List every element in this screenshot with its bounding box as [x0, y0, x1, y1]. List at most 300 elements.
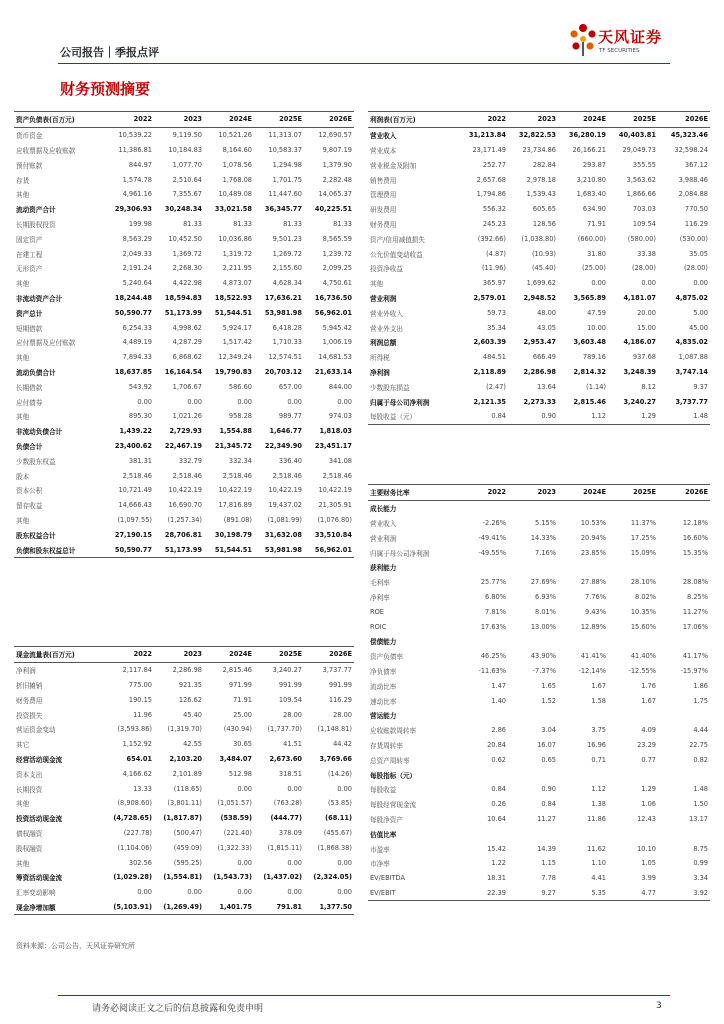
cell-value: 14,666.43: [118, 501, 152, 510]
row-label: 其它: [16, 741, 30, 750]
row-label: 投资净收益: [370, 265, 403, 274]
cell-value: 4,287.29: [172, 338, 202, 347]
cell-value: 20.84: [487, 740, 506, 749]
cell-value: 971.99: [228, 680, 252, 689]
table-row: [14, 678, 354, 693]
row-label: ROE: [370, 607, 384, 616]
cell-value: 0.62: [491, 755, 506, 764]
row-label: 所得税: [370, 354, 390, 363]
table-row: [14, 143, 354, 158]
cell-value: [508, 708, 558, 723]
cell-value: 252.77: [482, 160, 506, 169]
cell-value: 844.00: [328, 382, 352, 391]
table-title: 利润表(百万元): [368, 112, 458, 128]
cell-value: 1,021.26: [172, 412, 202, 421]
table-title: 现金流量表(百万元): [14, 647, 104, 663]
cell-value: 2,155.60: [272, 264, 302, 273]
cell-value: 1.29: [608, 409, 658, 424]
row-label: 利润总额: [370, 339, 397, 348]
cell-value: 703.03: [632, 205, 656, 214]
cell-value: 12.18%: [682, 518, 708, 527]
cell-value: 19,437.02: [268, 501, 302, 510]
cell-value: 126.62: [178, 695, 202, 704]
cell-value: 81.33: [233, 219, 252, 228]
cell-value: 18,244.48: [114, 293, 152, 302]
table-row: [14, 231, 354, 246]
cell-value: [658, 708, 710, 723]
table-row: [368, 409, 710, 424]
row-label: 资产负债率: [370, 653, 403, 662]
cell-value: 48.00: [537, 308, 556, 317]
cell-value: 10,184.83: [168, 145, 202, 154]
table-row: [14, 811, 354, 826]
cell-value: 17.63%: [480, 622, 506, 631]
table-row: [14, 350, 354, 365]
cell-value: (221.40): [223, 828, 252, 837]
cell-value: 59.73: [487, 308, 506, 317]
row-label: 获利能力: [370, 564, 397, 573]
cell-value: 1.47: [491, 681, 506, 690]
cell-value: 1.52: [541, 696, 556, 705]
cell-value: 4,186.07: [623, 338, 656, 347]
cell-value: 2,518.46: [272, 471, 302, 480]
header-divider: [58, 63, 670, 64]
row-label: 筹资活动现金流: [16, 874, 63, 883]
table-row: [14, 527, 354, 542]
cell-value: [458, 560, 508, 575]
cell-value: 9,119.50: [172, 131, 202, 140]
row-label: 长期股权投资: [16, 220, 56, 229]
row-label: 其他: [16, 413, 30, 422]
cell-value: 1.50: [693, 800, 708, 809]
column-header: 2022: [104, 112, 154, 128]
row-label: 每股经营现金流: [370, 801, 417, 810]
cell-value: [458, 500, 508, 515]
cell-value: 7.78: [541, 874, 556, 883]
row-label: ROIC: [370, 622, 387, 631]
row-label: 流动比率: [370, 682, 397, 691]
row-label: 偿债能力: [370, 638, 397, 647]
row-label: 应收票据及应收账款: [16, 146, 76, 155]
cell-value: 1,699.62: [526, 279, 556, 288]
cell-value: (1,097.55): [117, 515, 152, 524]
cell-value: 543.92: [128, 382, 152, 391]
cell-value: 32,598.24: [674, 145, 708, 154]
cell-value: (2,324.05): [313, 873, 352, 882]
cell-value: 4,628.34: [272, 279, 302, 288]
cell-value: 5.00: [693, 308, 708, 317]
cell-value: -49.55%: [478, 548, 506, 557]
cell-value: (538.59): [220, 814, 252, 823]
table-row: [368, 187, 710, 202]
cell-value: 0.71: [591, 755, 606, 764]
cell-value: 2,673.60: [269, 754, 302, 763]
row-label: 负债合计: [16, 442, 43, 451]
cell-value: 1,077.70: [172, 160, 202, 169]
column-header: 2023: [508, 485, 558, 501]
table-row: [368, 856, 710, 871]
cell-value: (1,104.06): [117, 843, 152, 852]
table-row: [14, 752, 354, 767]
cell-value: 3,565.89: [573, 293, 606, 302]
table-row: [368, 246, 710, 261]
cell-value: 0.00: [287, 784, 302, 793]
cell-value: 7.81%: [485, 607, 506, 616]
cell-value: [608, 500, 658, 515]
cell-value: (459.09): [173, 843, 202, 852]
cell-value: 0.84: [491, 785, 506, 794]
row-label: 债权融资: [16, 829, 43, 838]
row-label: 市净率: [370, 860, 390, 869]
cell-value: 116.29: [684, 219, 708, 228]
cell-value: 2,286.98: [172, 666, 202, 675]
cell-value: 791.81: [254, 900, 304, 915]
cell-value: (455.67): [323, 828, 352, 837]
cell-value: 1.67: [641, 696, 656, 705]
cell-value: 10,422.19: [318, 486, 352, 495]
cell-value: 8.25%: [687, 592, 708, 601]
row-label: 营业税金及附加: [370, 161, 417, 170]
table-row: [368, 335, 710, 350]
cell-value: (763.28): [273, 799, 302, 808]
table-row: [14, 468, 354, 483]
cell-value: (530.00): [679, 234, 708, 243]
cell-value: 20.94%: [580, 533, 606, 542]
cell-value: 190.15: [128, 695, 152, 704]
table-row: [368, 127, 710, 142]
row-label: 应付债券: [16, 398, 43, 407]
cell-value: 21,345.72: [214, 441, 252, 450]
cell-value: 1,646.77: [269, 427, 302, 436]
cell-value: (500.47): [173, 828, 202, 837]
table-row: [368, 575, 710, 590]
cell-value: 50,590.77: [104, 542, 154, 557]
row-label: 资产/信用减值损失: [370, 235, 425, 244]
table-row: [14, 737, 354, 752]
cell-value: 2,211.95: [222, 264, 252, 273]
cell-value: (1,269.49): [154, 900, 204, 915]
company-logo: [568, 22, 678, 62]
cell-value: 16,164.54: [164, 367, 202, 376]
cell-value: 10,583.37: [268, 145, 302, 154]
cell-value: 21,633.14: [314, 367, 352, 376]
cell-value: -7.37%: [532, 666, 556, 675]
table-row: [368, 365, 710, 380]
cell-value: 1.67: [591, 681, 606, 690]
cell-value: 23,734.86: [522, 145, 556, 154]
cell-value: (891.08): [223, 515, 252, 524]
cell-value: 666.49: [532, 353, 556, 362]
cell-value: [608, 560, 658, 575]
row-label: 少数股东损益: [370, 383, 410, 392]
cell-value: 3,769.66: [319, 754, 352, 763]
cell-value: 18,522.93: [214, 293, 252, 302]
cell-value: (11.96): [481, 264, 506, 273]
cell-value: 30,248.34: [164, 205, 202, 214]
column-header: 2023: [154, 647, 204, 663]
cell-value: 42.55: [183, 740, 202, 749]
cell-value: 128.56: [532, 219, 556, 228]
row-label: 总资产周转率: [370, 756, 410, 765]
cell-value: 0.00: [287, 858, 302, 867]
table-header-row: [368, 485, 710, 501]
table-row: [368, 886, 710, 901]
cell-value: 46.25%: [480, 652, 506, 661]
cell-value: 1,517.42: [222, 338, 252, 347]
cell-value: 937.68: [632, 353, 656, 362]
cell-value: 4,875.02: [675, 293, 708, 302]
cell-value: 2,948.52: [523, 293, 556, 302]
row-label: 留存收益: [16, 502, 43, 511]
cell-value: 17.25%: [630, 533, 656, 542]
cell-value: 11.86: [587, 814, 606, 823]
cell-value: 30,198.79: [214, 530, 252, 539]
cell-value: 0.00: [137, 888, 152, 897]
cell-value: 8,563.29: [122, 234, 152, 243]
cell-value: 1.76: [641, 681, 656, 690]
cell-value: [608, 634, 658, 649]
table-row: [14, 157, 354, 172]
table-row: [14, 261, 354, 276]
cell-value: 3.92: [658, 886, 710, 901]
cell-value: [558, 634, 608, 649]
table-row: [368, 560, 710, 575]
cell-value: (1,257.34): [167, 515, 202, 524]
cell-value: (45.40): [531, 264, 556, 273]
table-row: [14, 855, 354, 870]
cell-value: 0.00: [337, 858, 352, 867]
cell-value: 989.77: [278, 412, 302, 421]
cell-value: 1,768.08: [222, 175, 252, 184]
cell-value: 2,117.84: [122, 666, 152, 675]
cell-value: -2.26%: [482, 518, 506, 527]
table-row: [368, 276, 710, 291]
cell-value: [608, 826, 658, 841]
cell-value: 14,065.37: [318, 190, 352, 199]
cell-value: 28.00: [333, 710, 352, 719]
cell-value: 634.90: [582, 205, 606, 214]
cell-value: 43.05: [537, 323, 556, 332]
cell-value: 0.00: [693, 279, 708, 288]
cell-value: 2,518.46: [172, 471, 202, 480]
cell-value: 16,690.70: [168, 501, 202, 510]
table-row: [368, 217, 710, 232]
cell-value: 770.50: [684, 205, 708, 214]
cell-value: (1.14): [586, 382, 606, 391]
cell-value: 0.84: [541, 800, 556, 809]
cell-value: 1,574.78: [122, 175, 152, 184]
cell-value: 789.16: [582, 353, 606, 362]
row-label: 每股收益: [370, 786, 397, 795]
cell-value: (1,038.80): [521, 234, 556, 243]
cell-value: 47.59: [587, 308, 606, 317]
cell-value: 9.37: [693, 382, 708, 391]
logo-flower-icon: [568, 22, 598, 58]
cell-value: 1,006.19: [322, 338, 352, 347]
table-row: [368, 590, 710, 605]
cell-value: 1,087.88: [678, 353, 708, 362]
cell-value: 302.56: [128, 858, 152, 867]
cell-value: 245.23: [482, 219, 506, 228]
cell-value: 109.54: [632, 219, 656, 228]
cell-value: 8.01%: [535, 607, 556, 616]
row-label: 成长能力: [370, 505, 397, 514]
table-header-row: [368, 112, 710, 128]
cell-value: [508, 634, 558, 649]
cell-value: 3,737.77: [675, 397, 708, 406]
cell-value: 2,657.68: [476, 175, 506, 184]
cell-value: 19,790.83: [214, 367, 252, 376]
cell-value: 2,103.20: [169, 754, 202, 763]
cell-value: 1,152.92: [122, 740, 152, 749]
cell-value: 2,099.25: [322, 264, 352, 273]
table-header-row: [14, 112, 354, 128]
cell-value: 654.01: [126, 754, 152, 763]
cell-value: 15.00: [637, 323, 656, 332]
cell-value: 0.65: [541, 755, 556, 764]
cell-value: 28.10%: [630, 578, 656, 587]
cell-value: (227.78): [123, 828, 152, 837]
cell-value: 71.91: [233, 695, 252, 704]
table-row: [14, 187, 354, 202]
cell-value: -15.97%: [680, 666, 708, 675]
cell-value: 2,121.35: [473, 397, 506, 406]
cell-value: 2,101.89: [172, 769, 202, 778]
cell-value: 332.34: [228, 456, 252, 465]
cell-value: 22.75: [689, 740, 708, 749]
row-label: 每股指标（元）: [370, 771, 417, 780]
cell-value: [508, 500, 558, 515]
cell-value: 28.00: [283, 710, 302, 719]
row-label: 管理费用: [370, 191, 397, 200]
footer-disclaimer: 请务必阅读正文之后的信息披露和免责申明: [92, 1004, 264, 1014]
cell-value: 10,452.50: [168, 234, 202, 243]
cell-value: 2,579.01: [473, 293, 506, 302]
row-label: 公允价值变动收益: [370, 250, 423, 259]
cell-value: 23,451.17: [314, 441, 352, 450]
row-label: 净利润: [16, 667, 36, 676]
cell-value: 8.02%: [635, 592, 656, 601]
row-label: 其他: [16, 191, 30, 200]
table-row: [368, 738, 710, 753]
cell-value: 16,736.50: [314, 293, 352, 302]
cell-value: 16.96: [587, 740, 606, 749]
cell-value: 40,403.81: [618, 131, 656, 140]
cell-value: 3.99: [641, 874, 656, 883]
cell-value: 0.00: [287, 397, 302, 406]
table-row: [14, 379, 354, 394]
row-label: 股东权益合计: [16, 531, 56, 540]
cell-value: 1.10: [591, 859, 606, 868]
row-label: 每股收益（元）: [368, 409, 458, 424]
cell-value: (5,103.91): [104, 900, 154, 915]
table-row: [14, 394, 354, 409]
cell-value: 1.48: [693, 785, 708, 794]
table-row: [14, 796, 354, 811]
row-label: 财务费用: [16, 696, 43, 705]
row-label: 其他: [16, 354, 30, 363]
table-row: [368, 320, 710, 335]
cell-value: 5,924.17: [222, 323, 252, 332]
cell-value: 7,355.67: [172, 190, 202, 199]
cell-value: 367.12: [684, 160, 708, 169]
cell-value: 33.38: [637, 249, 656, 258]
row-label: 净负债率: [370, 667, 397, 676]
row-label: 其他: [16, 859, 30, 868]
table-row: [368, 797, 710, 812]
cell-value: 4,166.62: [122, 769, 152, 778]
cell-value: 0.26: [491, 800, 506, 809]
cell-value: 6.80%: [485, 592, 506, 601]
cell-value: 0.84: [458, 409, 508, 424]
row-label: 流动负债合计: [16, 368, 56, 377]
table-row: [368, 634, 710, 649]
row-label: 每股净资产: [370, 815, 403, 824]
row-label: 非流动资产合计: [16, 294, 63, 303]
cell-value: 0.00: [237, 858, 252, 867]
cell-value: 35.34: [487, 323, 506, 332]
cell-value: 10,539.22: [118, 131, 152, 140]
cell-value: 1.06: [641, 800, 656, 809]
cell-value: 51,173.99: [164, 308, 202, 317]
cell-value: 5.35: [558, 886, 608, 901]
cell-value: 958.28: [228, 412, 252, 421]
table-row: [14, 172, 354, 187]
table-row: [368, 664, 710, 679]
cell-value: (1,076.80): [317, 515, 352, 524]
table-row: [368, 500, 710, 515]
row-label: 归属于母公司净利润: [370, 549, 430, 558]
row-label: 营业利润: [370, 534, 397, 543]
row-label: 非流动负债合计: [16, 428, 63, 437]
row-label: EV/EBITDA: [370, 874, 406, 883]
cell-value: 1,866.66: [626, 190, 656, 199]
table-row: [368, 782, 710, 797]
cell-value: 6,418.28: [272, 323, 302, 332]
cell-value: 9,807.19: [322, 145, 352, 154]
cell-value: 51,173.99: [154, 542, 204, 557]
cell-value: 2,953.47: [523, 338, 556, 347]
row-label: 在建工程: [16, 250, 43, 259]
cell-value: 31,632.08: [264, 530, 302, 539]
cell-value: 2,518.46: [322, 471, 352, 480]
cell-value: 27.88%: [580, 578, 606, 587]
table-row: [14, 826, 354, 841]
cell-value: 2,282.48: [322, 175, 352, 184]
cell-value: 0.00: [337, 397, 352, 406]
cell-value: 45,323.46: [670, 131, 708, 140]
cell-value: 41.40%: [630, 652, 656, 661]
row-label: 预付账款: [16, 161, 43, 170]
cell-value: 53,981.98: [254, 542, 304, 557]
cell-value: (25.00): [581, 264, 606, 273]
cell-value: 11.27: [537, 814, 556, 823]
cell-value: 15.09%: [630, 548, 656, 557]
cell-value: 3,248.39: [623, 367, 656, 376]
table-row: [14, 885, 354, 900]
table-row: [368, 708, 710, 723]
cell-value: 23.29: [637, 740, 656, 749]
row-label: 应付票据及应付账款: [16, 339, 76, 348]
row-label: 固定资产: [16, 235, 43, 244]
cell-value: 895.30: [128, 412, 152, 421]
cell-value: 17,636.21: [264, 293, 302, 302]
cell-value: 0.00: [237, 397, 252, 406]
cell-value: 27.69%: [530, 578, 556, 587]
cell-value: 3,737.77: [322, 666, 352, 675]
cell-value: [658, 634, 710, 649]
cell-value: 15.60%: [630, 622, 656, 631]
